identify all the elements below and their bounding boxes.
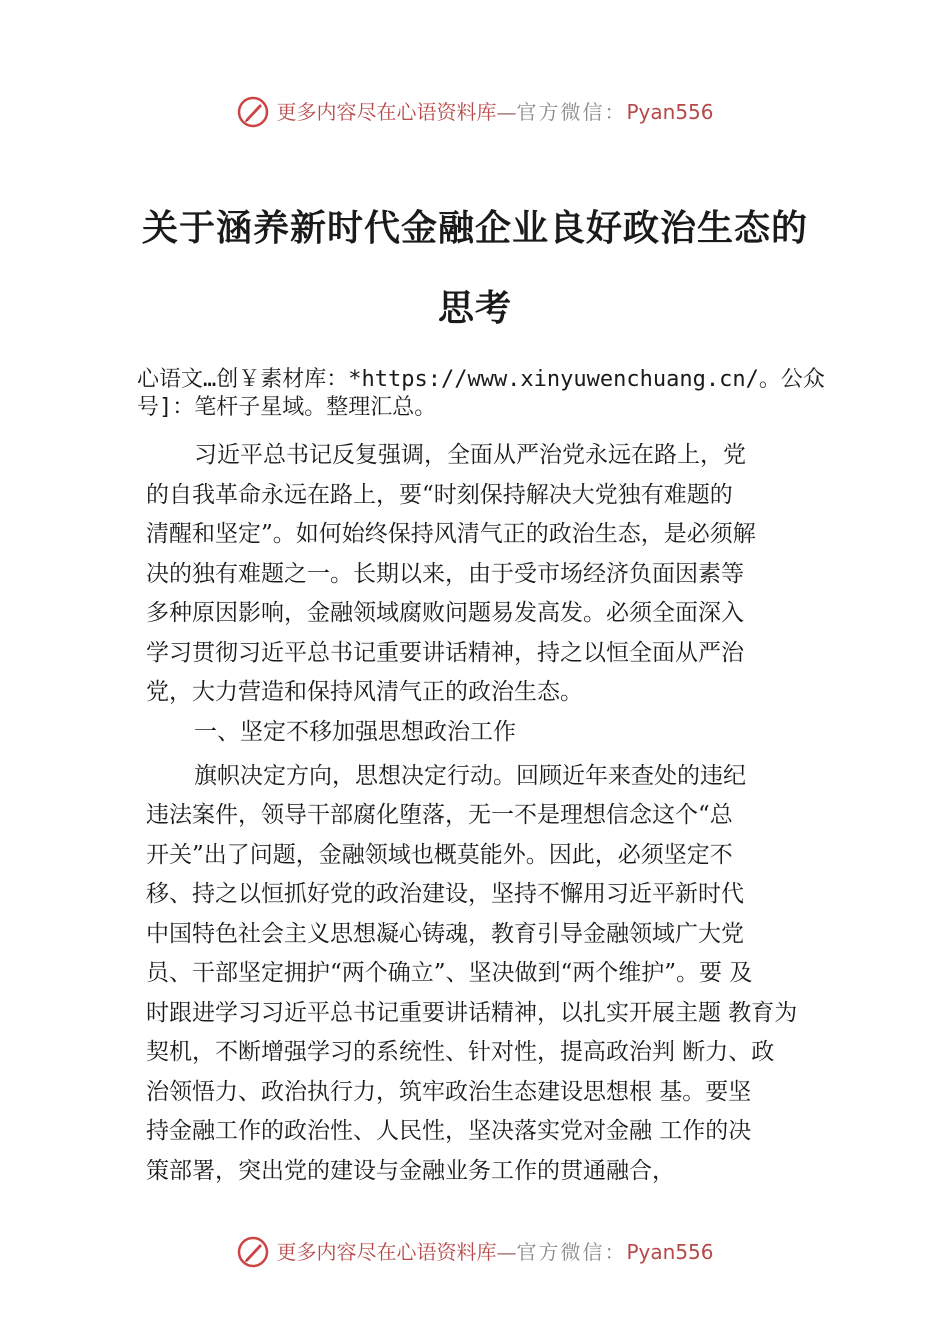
- watermark-separator: —: [496, 1240, 517, 1264]
- body-line: 的自我革命永远在路上，要“时刻保持解决大党独有难题的: [146, 482, 733, 508]
- source-note: 心语文…创￥素材库：*https://www.xinyuwenchuang.cn/。公众号]：笔杆子星域。整理汇总。: [137, 367, 825, 420]
- body-line: 开关”出了问题，金融领域也概莫能外。因此，必须坚定不: [146, 842, 733, 868]
- body-line: 策部署，突出党的建设与金融业务工作的贯通融合，: [146, 1158, 675, 1184]
- body-line: 治领悟力、政治执行力，筑牢政治生态建设思想根 基。要坚: [146, 1079, 752, 1105]
- page-title-line-1: 关于涵养新时代金融企业良好政治生态的: [141, 207, 808, 249]
- watermark-footer: [0, 1236, 950, 1269]
- body-line: 员、干部坚定拥护“两个确立”、坚决做到“两个维护”。要 及: [146, 960, 753, 986]
- body-line: 党，大力营造和保持风清气正的政治生态。: [146, 679, 583, 705]
- page-title-line-2: 思考: [437, 287, 512, 329]
- body-line: 旗帜决定方向，思想决定行动。回顾近年来查处的违纪: [194, 763, 746, 789]
- body-line: 契机，不断增强学习的系统性、针对性，提高政治判 断力、政: [146, 1039, 775, 1065]
- body-line: 清醒和坚定”。如何始终保持风清气正的政治生态，是必须解: [146, 521, 756, 547]
- watermark-header: [0, 96, 950, 129]
- body-line: 持金融工作的政治性、人民性，坚决落实党对金融 工作的决: [146, 1118, 752, 1144]
- body-line: 时跟进学习习近平总书记重要讲话精神，以扎实开展主题 教育为: [146, 1000, 798, 1026]
- watermark-brand: 更多内容尽在心语资料库: [276, 1240, 497, 1264]
- quill-logo-icon: [236, 95, 270, 129]
- watermark-separator: —: [496, 100, 517, 124]
- body-line: 中国特色社会主义思想凝心铸魂，教育引导金融领域广大党: [146, 921, 744, 947]
- watermark-wechat-id: Pyan556: [626, 1240, 714, 1264]
- quill-logo-icon: [236, 1235, 270, 1269]
- body-line: 学习贯彻习近平总书记重要讲话精神，持之以恒全面从严治: [146, 640, 744, 666]
- watermark-wechat-id: Pyan556: [626, 100, 714, 124]
- section-heading: 一、坚定不移加强思想政治工作: [194, 719, 516, 745]
- watermark-label: 官方微信：: [516, 100, 627, 124]
- watermark-label: 官方微信：: [516, 1240, 627, 1264]
- watermark-brand: 更多内容尽在心语资料库: [276, 100, 497, 124]
- body-line: 习近平总书记反复强调，全面从严治党永远在路上，党: [194, 442, 746, 468]
- body-line: 移、持之以恒抓好党的政治建设，坚持不懈用习近平新时代: [146, 881, 744, 907]
- body-line: 违法案件，领导干部腐化堕落，无一不是理想信念这个“总: [146, 802, 733, 828]
- body-line: 多种原因影响，金融领域腐败问题易发高发。必须全面深入: [146, 600, 744, 626]
- body-line: 决的独有难题之一。长期以来，由于受市场经济负面因素等: [146, 561, 744, 587]
